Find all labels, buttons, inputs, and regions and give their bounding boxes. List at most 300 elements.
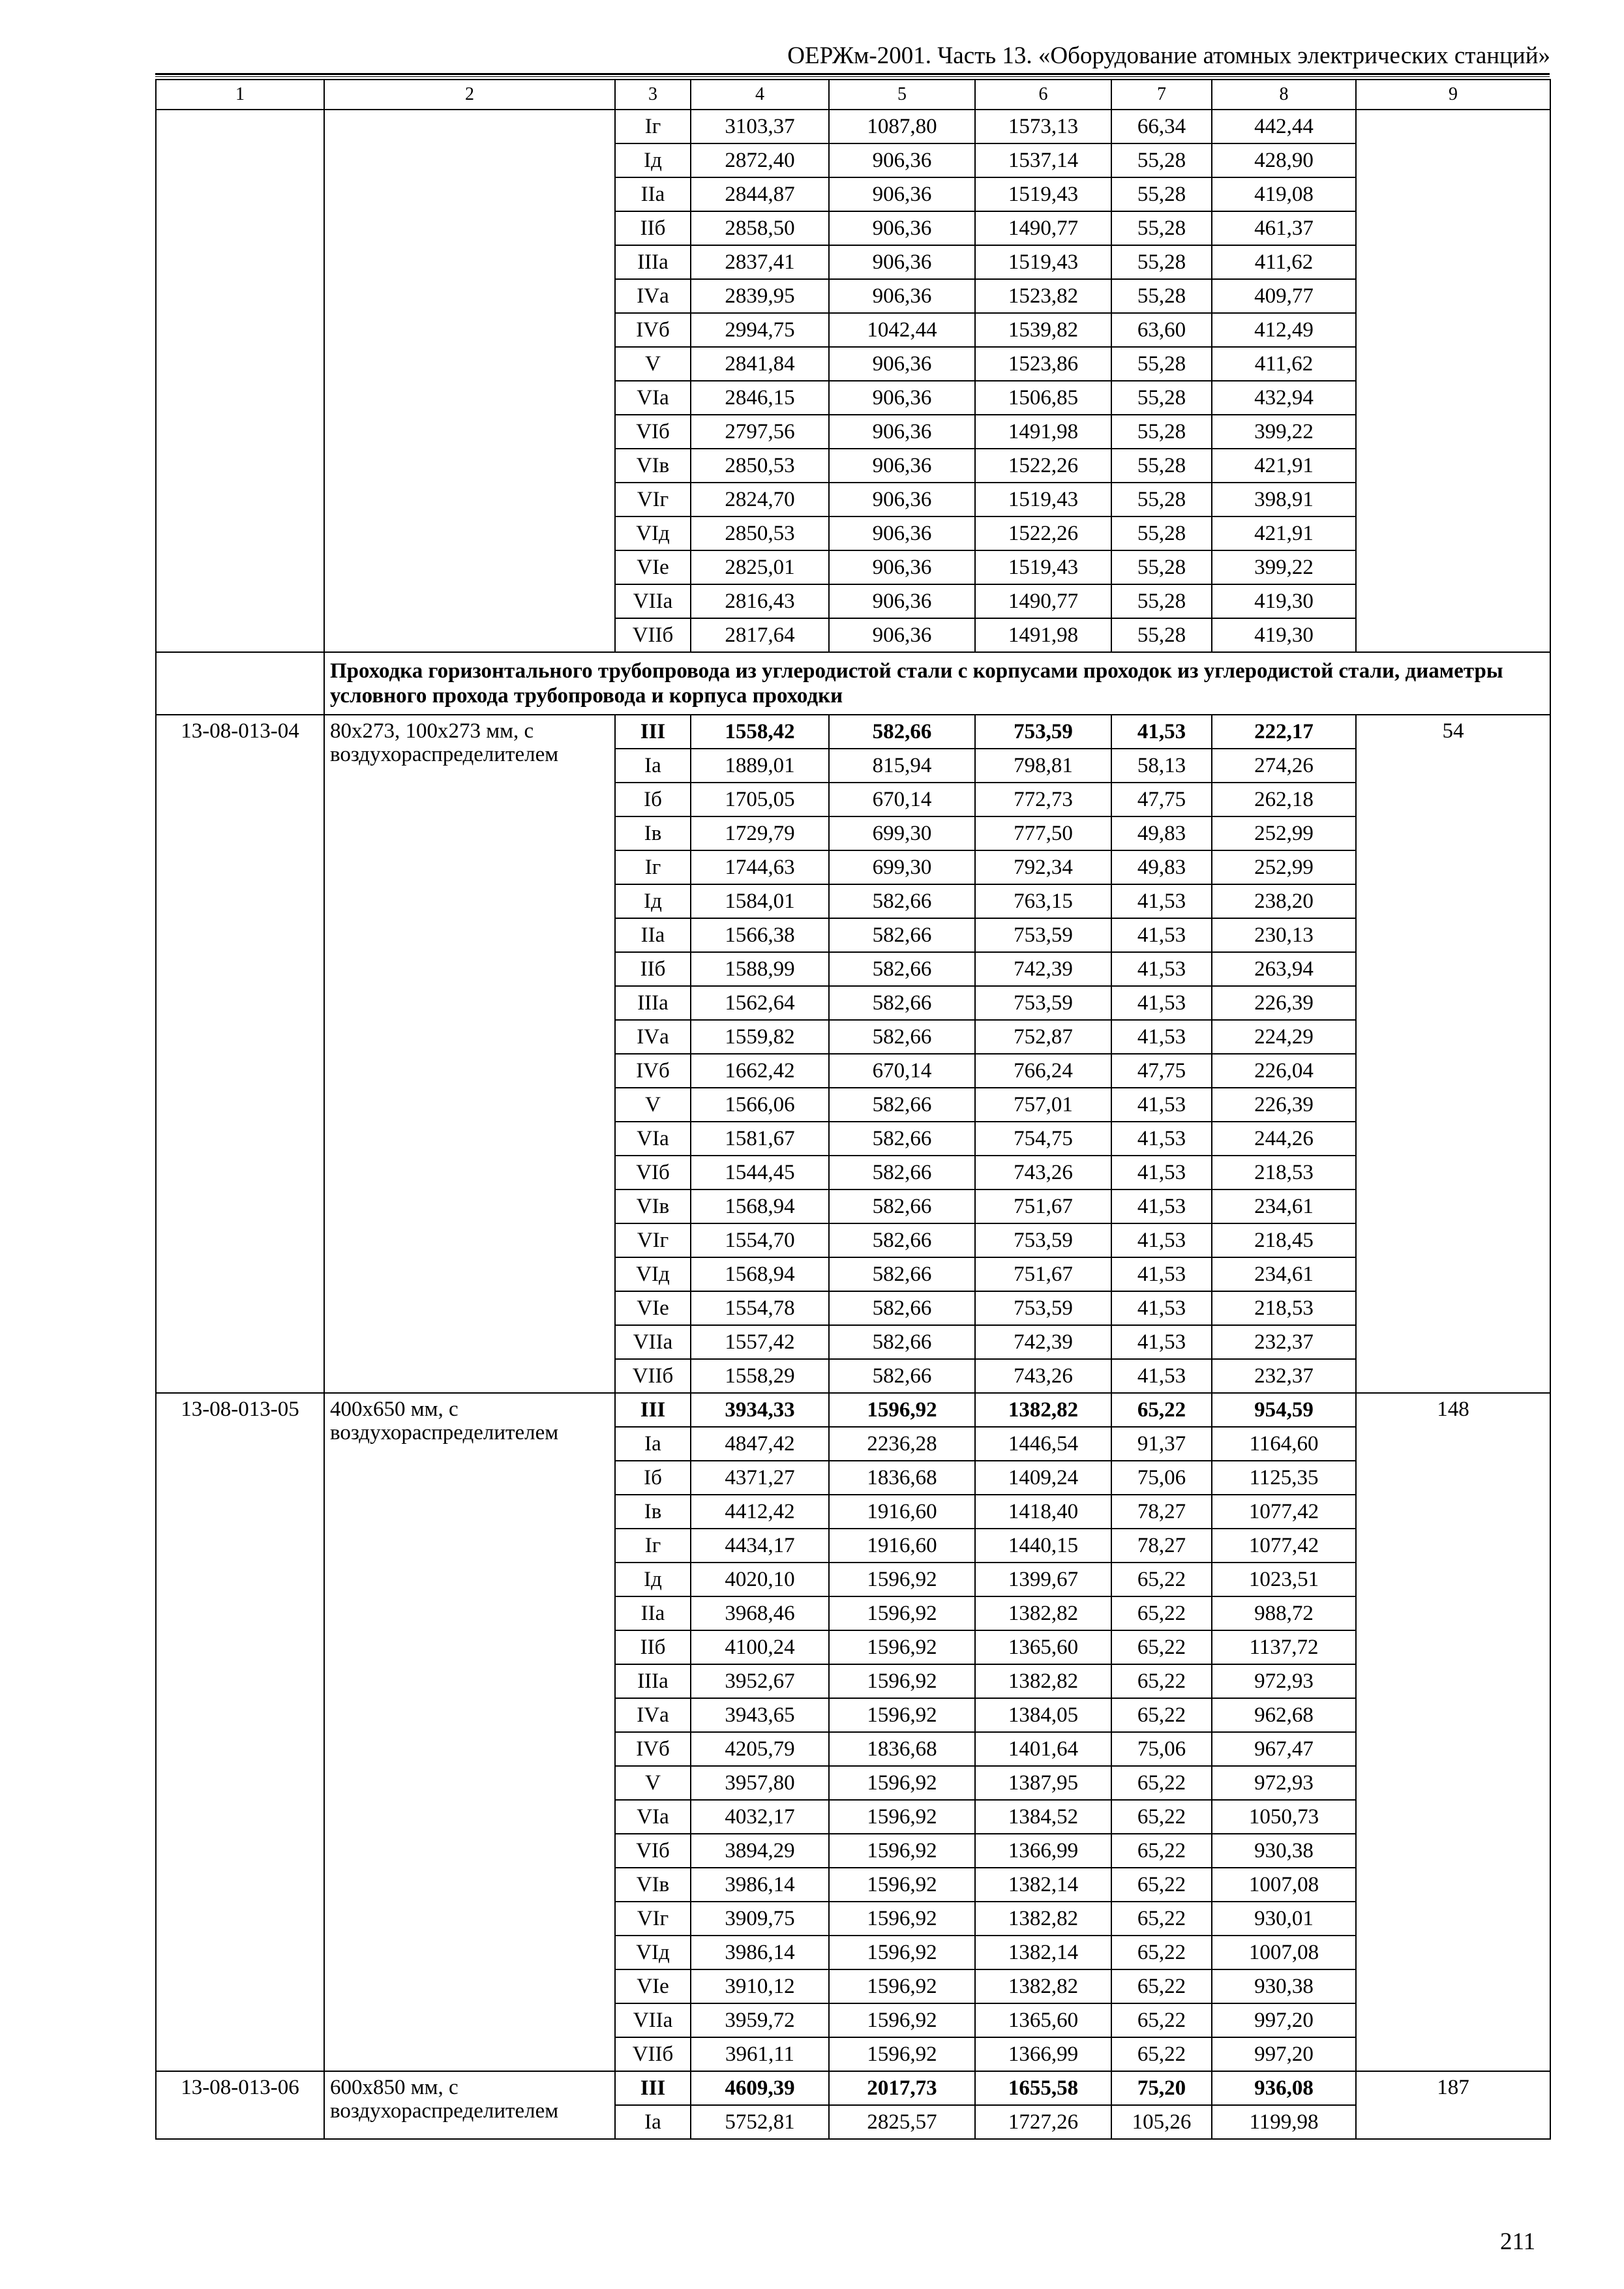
- driver-wage-cell: 63,60: [1111, 313, 1212, 347]
- labor-cost-cell: 582,66: [829, 1291, 975, 1325]
- driver-wage-cell: 75,20: [1111, 2071, 1212, 2105]
- materials-cost-cell: 399,22: [1212, 550, 1356, 584]
- zone-cell: VIа: [615, 381, 691, 415]
- materials-cost-cell: 936,08: [1212, 2071, 1356, 2105]
- driver-wage-cell: 65,22: [1111, 1630, 1212, 1664]
- total-cost-cell: 2837,41: [691, 245, 829, 279]
- driver-wage-cell: 65,22: [1111, 1698, 1212, 1732]
- labor-cost-cell: 1596,92: [829, 2003, 975, 2037]
- total-cost-cell: 3986,14: [691, 1936, 829, 1969]
- total-cost-cell: 5752,81: [691, 2105, 829, 2139]
- total-cost-cell: 2872,40: [691, 143, 829, 177]
- zone-cell: VIIа: [615, 584, 691, 618]
- zone-cell: Iб: [615, 1461, 691, 1495]
- materials-cost-cell: 252,99: [1212, 816, 1356, 850]
- column-number: 4: [691, 80, 829, 110]
- driver-wage-cell: 41,53: [1111, 1291, 1212, 1325]
- machine-cost-cell: 772,73: [975, 783, 1111, 816]
- machine-cost-cell: 1655,58: [975, 2071, 1111, 2105]
- labor-cost-cell: 906,36: [829, 584, 975, 618]
- zone-cell: IVа: [615, 1698, 691, 1732]
- machine-cost-cell: 798,81: [975, 749, 1111, 783]
- total-cost-cell: 2994,75: [691, 313, 829, 347]
- zone-cell: VIа: [615, 1122, 691, 1156]
- driver-wage-cell: 105,26: [1111, 2105, 1212, 2139]
- driver-wage-cell: 47,75: [1111, 783, 1212, 816]
- materials-cost-cell: 972,93: [1212, 1664, 1356, 1698]
- driver-wage-cell: 65,22: [1111, 1596, 1212, 1630]
- zone-cell: Iг: [615, 850, 691, 884]
- driver-wage-cell: 55,28: [1111, 483, 1212, 516]
- materials-cost-cell: 411,62: [1212, 245, 1356, 279]
- item-code: 13-08-013-04: [156, 715, 324, 1393]
- column-number: 3: [615, 80, 691, 110]
- total-cost-cell: 1584,01: [691, 884, 829, 918]
- total-cost-cell: 4609,39: [691, 2071, 829, 2105]
- labor-cost-cell: 1596,92: [829, 1834, 975, 1868]
- machine-cost-cell: 1440,15: [975, 1529, 1111, 1563]
- materials-cost-cell: 262,18: [1212, 783, 1356, 816]
- labor-cost-cell: 906,36: [829, 449, 975, 483]
- labor-cost-cell: 582,66: [829, 1223, 975, 1257]
- labor-cost-cell: 582,66: [829, 1156, 975, 1189]
- materials-cost-cell: 398,91: [1212, 483, 1356, 516]
- machine-cost-cell: 1519,43: [975, 245, 1111, 279]
- machine-cost-cell: 1382,82: [975, 1596, 1111, 1630]
- driver-wage-cell: 41,53: [1111, 1359, 1212, 1393]
- materials-cost-cell: 238,20: [1212, 884, 1356, 918]
- total-cost-cell: 4847,42: [691, 1427, 829, 1461]
- total-cost-cell: 3957,80: [691, 1766, 829, 1800]
- driver-wage-cell: 41,53: [1111, 1223, 1212, 1257]
- labor-cost-cell: 906,36: [829, 143, 975, 177]
- total-cost-cell: 2816,43: [691, 584, 829, 618]
- materials-cost-cell: 1023,51: [1212, 1563, 1356, 1596]
- driver-wage-cell: 55,28: [1111, 516, 1212, 550]
- total-cost-cell: 1557,42: [691, 1325, 829, 1359]
- driver-wage-cell: 65,22: [1111, 1800, 1212, 1834]
- zone-cell: IVб: [615, 1054, 691, 1088]
- labor-cost-cell: 906,36: [829, 483, 975, 516]
- materials-cost-cell: 226,39: [1212, 986, 1356, 1020]
- machine-cost-cell: 766,24: [975, 1054, 1111, 1088]
- labor-cost-cell: 906,36: [829, 177, 975, 211]
- materials-cost-cell: 226,39: [1212, 1088, 1356, 1122]
- materials-cost-cell: 1007,08: [1212, 1936, 1356, 1969]
- materials-cost-cell: 930,38: [1212, 1834, 1356, 1868]
- driver-wage-cell: 55,28: [1111, 143, 1212, 177]
- zone-cell: V: [615, 1088, 691, 1122]
- labor-cost-cell: 906,36: [829, 415, 975, 449]
- total-cost-cell: 1889,01: [691, 749, 829, 783]
- total-cost-cell: 3952,67: [691, 1664, 829, 1698]
- total-cost-cell: 1566,38: [691, 918, 829, 952]
- section-title: Проходка горизонтального трубопровода из углеродистой стали с корпусами проходок из углеродистой стали, диаметры условного прохода трубопровода и корпуса проходки: [324, 652, 1550, 715]
- total-cost-cell: 2858,50: [691, 211, 829, 245]
- driver-wage-cell: 65,22: [1111, 1664, 1212, 1698]
- labor-cost-cell: 906,36: [829, 618, 975, 652]
- driver-wage-cell: 78,27: [1111, 1529, 1212, 1563]
- machine-cost-cell: 1522,26: [975, 449, 1111, 483]
- zone-cell: IIIа: [615, 1664, 691, 1698]
- driver-wage-cell: 58,13: [1111, 749, 1212, 783]
- driver-wage-cell: 41,53: [1111, 1122, 1212, 1156]
- labor-cost-cell: 906,36: [829, 245, 975, 279]
- zone-cell: IIа: [615, 177, 691, 211]
- driver-wage-cell: 65,22: [1111, 1969, 1212, 2003]
- driver-wage-cell: 55,28: [1111, 584, 1212, 618]
- materials-cost-cell: 988,72: [1212, 1596, 1356, 1630]
- zone-cell: VIIа: [615, 2003, 691, 2037]
- total-cost-cell: 3909,75: [691, 1902, 829, 1936]
- labor-cost-cell: 582,66: [829, 1189, 975, 1223]
- zone-cell: VIIб: [615, 1359, 691, 1393]
- description-cell: [324, 110, 615, 652]
- total-cost-cell: 2846,15: [691, 381, 829, 415]
- driver-wage-cell: 55,28: [1111, 245, 1212, 279]
- machine-cost-cell: 1382,82: [975, 1393, 1111, 1427]
- machine-cost-cell: 1506,85: [975, 381, 1111, 415]
- total-cost-cell: 2824,70: [691, 483, 829, 516]
- materials-cost-cell: 1077,42: [1212, 1495, 1356, 1529]
- total-cost-cell: 1558,29: [691, 1359, 829, 1393]
- labor-cost-cell: 582,66: [829, 1325, 975, 1359]
- driver-wage-cell: 47,75: [1111, 1054, 1212, 1088]
- machine-cost-cell: 1573,13: [975, 110, 1111, 143]
- materials-cost-cell: 432,94: [1212, 381, 1356, 415]
- labor-cost-cell: 582,66: [829, 884, 975, 918]
- labor-cost-cell: 1087,80: [829, 110, 975, 143]
- materials-cost-cell: 274,26: [1212, 749, 1356, 783]
- total-cost-cell: 3986,14: [691, 1868, 829, 1902]
- materials-cost-cell: 419,30: [1212, 584, 1356, 618]
- total-cost-cell: 4434,17: [691, 1529, 829, 1563]
- driver-wage-cell: 55,28: [1111, 415, 1212, 449]
- machine-cost-cell: 1446,54: [975, 1427, 1111, 1461]
- zone-cell: Iг: [615, 110, 691, 143]
- materials-cost-cell: 263,94: [1212, 952, 1356, 986]
- machine-cost-cell: 1382,14: [975, 1868, 1111, 1902]
- total-cost-cell: 1554,78: [691, 1291, 829, 1325]
- driver-wage-cell: 65,22: [1111, 1868, 1212, 1902]
- driver-wage-cell: 75,06: [1111, 1732, 1212, 1766]
- zone-cell: VIе: [615, 550, 691, 584]
- zone-cell: VIг: [615, 1902, 691, 1936]
- materials-cost-cell: 1077,42: [1212, 1529, 1356, 1563]
- machine-cost-cell: 753,59: [975, 1291, 1111, 1325]
- zone-cell: Iб: [615, 783, 691, 816]
- machine-cost-cell: 1382,82: [975, 1902, 1111, 1936]
- total-cost-cell: 4020,10: [691, 1563, 829, 1596]
- total-cost-cell: 1744,63: [691, 850, 829, 884]
- materials-cost-cell: 412,49: [1212, 313, 1356, 347]
- driver-wage-cell: 41,53: [1111, 986, 1212, 1020]
- total-cost-cell: 1662,42: [691, 1054, 829, 1088]
- machine-cost-cell: 1418,40: [975, 1495, 1111, 1529]
- machine-cost-cell: 792,34: [975, 850, 1111, 884]
- zone-cell: Iа: [615, 2105, 691, 2139]
- materials-cost-cell: 962,68: [1212, 1698, 1356, 1732]
- machine-cost-cell: 1519,43: [975, 483, 1111, 516]
- zone-cell: VIд: [615, 516, 691, 550]
- zone-cell: VIIб: [615, 2037, 691, 2071]
- total-cost-cell: 3934,33: [691, 1393, 829, 1427]
- zone-cell: VIе: [615, 1291, 691, 1325]
- table-row: [156, 715, 1550, 749]
- materials-cost-cell: 967,47: [1212, 1732, 1356, 1766]
- total-cost-cell: 2825,01: [691, 550, 829, 584]
- machine-cost-cell: 1409,24: [975, 1461, 1111, 1495]
- column-number: 7: [1111, 80, 1212, 110]
- item-description: 400x650 мм, с воздухораспределителем: [324, 1393, 615, 2071]
- machine-cost-cell: 1382,14: [975, 1936, 1111, 1969]
- total-cost-cell: 1562,64: [691, 986, 829, 1020]
- labor-cost-cell: 582,66: [829, 952, 975, 986]
- machine-cost-cell: 753,59: [975, 715, 1111, 749]
- labor-cost-cell: 699,30: [829, 850, 975, 884]
- machine-cost-cell: 1382,82: [975, 1664, 1111, 1698]
- machine-cost-cell: 743,26: [975, 1156, 1111, 1189]
- labor-cost-cell: 1596,92: [829, 1969, 975, 2003]
- column-number-row: [156, 80, 1550, 110]
- machine-cost-cell: 1519,43: [975, 177, 1111, 211]
- materials-cost-cell: 954,59: [1212, 1393, 1356, 1427]
- materials-cost-cell: 930,38: [1212, 1969, 1356, 2003]
- materials-cost-cell: 1125,35: [1212, 1461, 1356, 1495]
- materials-cost-cell: 218,53: [1212, 1156, 1356, 1189]
- materials-cost-cell: 419,30: [1212, 618, 1356, 652]
- zone-cell: VIв: [615, 1868, 691, 1902]
- total-cost-cell: 2844,87: [691, 177, 829, 211]
- total-cost-cell: 3968,46: [691, 1596, 829, 1630]
- machine-cost-cell: 751,67: [975, 1257, 1111, 1291]
- materials-cost-cell: 461,37: [1212, 211, 1356, 245]
- materials-cost-cell: 421,91: [1212, 516, 1356, 550]
- total-cost-cell: 4205,79: [691, 1732, 829, 1766]
- zone-cell: VIа: [615, 1800, 691, 1834]
- item-description: 80x273, 100x273 мм, с воздухораспределителем: [324, 715, 615, 1393]
- driver-wage-cell: 65,22: [1111, 1393, 1212, 1427]
- labor-cost-cell: 699,30: [829, 816, 975, 850]
- materials-cost-cell: 252,99: [1212, 850, 1356, 884]
- machine-cost-cell: 754,75: [975, 1122, 1111, 1156]
- zone-cell: Iа: [615, 749, 691, 783]
- labor-cost-cell: 582,66: [829, 986, 975, 1020]
- item-code: 13-08-013-05: [156, 1393, 324, 2071]
- zone-cell: Iа: [615, 1427, 691, 1461]
- total-cost-cell: 2817,64: [691, 618, 829, 652]
- page-number: 211: [1500, 2228, 1536, 2255]
- total-cost-cell: 3894,29: [691, 1834, 829, 1868]
- machine-cost-cell: 752,87: [975, 1020, 1111, 1054]
- materials-cost-cell: 419,08: [1212, 177, 1356, 211]
- labor-cost-cell: 1596,92: [829, 1936, 975, 1969]
- column-number: 9: [1356, 80, 1550, 110]
- total-cost-cell: 2841,84: [691, 347, 829, 381]
- driver-wage-cell: 55,28: [1111, 211, 1212, 245]
- machine-cost-cell: 1539,82: [975, 313, 1111, 347]
- machine-cost-cell: 1401,64: [975, 1732, 1111, 1766]
- zone-cell: III: [615, 2071, 691, 2105]
- labor-cost-cell: 670,14: [829, 783, 975, 816]
- total-cost-cell: 4371,27: [691, 1461, 829, 1495]
- zone-cell: IIа: [615, 1596, 691, 1630]
- zone-cell: IIб: [615, 211, 691, 245]
- labor-cost-cell: 582,66: [829, 1359, 975, 1393]
- zone-cell: IVб: [615, 313, 691, 347]
- machine-cost-cell: 1366,99: [975, 2037, 1111, 2071]
- machine-cost-cell: 743,26: [975, 1359, 1111, 1393]
- zone-cell: Iв: [615, 1495, 691, 1529]
- materials-cost-cell: 930,01: [1212, 1902, 1356, 1936]
- labor-cost-cell: 1596,92: [829, 1766, 975, 1800]
- driver-wage-cell: 66,34: [1111, 110, 1212, 143]
- materials-cost-cell: 1199,98: [1212, 2105, 1356, 2139]
- machine-cost-cell: 1522,26: [975, 516, 1111, 550]
- labor-cost-cell: 1596,92: [829, 1868, 975, 1902]
- driver-wage-cell: 41,53: [1111, 1088, 1212, 1122]
- labor-cost-cell: 582,66: [829, 715, 975, 749]
- total-cost-cell: 1568,94: [691, 1189, 829, 1223]
- total-cost-cell: 1588,99: [691, 952, 829, 986]
- labor-cost-cell: 906,36: [829, 381, 975, 415]
- materials-cost-cell: 232,37: [1212, 1359, 1356, 1393]
- labor-cost-cell: 582,66: [829, 1020, 975, 1054]
- column-number: 5: [829, 80, 975, 110]
- total-cost-cell: 1581,67: [691, 1122, 829, 1156]
- labor-cost-cell: 906,36: [829, 211, 975, 245]
- materials-cost-cell: 230,13: [1212, 918, 1356, 952]
- table-row: [156, 1393, 1550, 1427]
- labor-cost-cell: 906,36: [829, 550, 975, 584]
- driver-wage-cell: 41,53: [1111, 715, 1212, 749]
- machine-cost-cell: 751,67: [975, 1189, 1111, 1223]
- driver-wage-cell: 41,53: [1111, 1020, 1212, 1054]
- machine-cost-cell: 1491,98: [975, 415, 1111, 449]
- driver-wage-cell: 55,28: [1111, 279, 1212, 313]
- zone-cell: Iг: [615, 1529, 691, 1563]
- materials-cost-cell: 409,77: [1212, 279, 1356, 313]
- total-cost-cell: 2850,53: [691, 516, 829, 550]
- machine-cost-cell: 742,39: [975, 952, 1111, 986]
- code-cell: [156, 110, 324, 652]
- materials-cost-cell: 218,53: [1212, 1291, 1356, 1325]
- driver-wage-cell: 55,28: [1111, 177, 1212, 211]
- labor-cost-cell: 1596,92: [829, 1630, 975, 1664]
- materials-cost-cell: 411,62: [1212, 347, 1356, 381]
- labor-cost-cell: 582,66: [829, 918, 975, 952]
- labor-cost-cell: 1596,92: [829, 2037, 975, 2071]
- labor-cost-cell: 1042,44: [829, 313, 975, 347]
- zone-cell: VIг: [615, 483, 691, 516]
- item-count: 187: [1356, 2071, 1550, 2139]
- item-description: 600x850 мм, с воздухораспределителем: [324, 2071, 615, 2139]
- labor-cost-cell: 1596,92: [829, 1902, 975, 1936]
- materials-cost-cell: 1007,08: [1212, 1868, 1356, 1902]
- zone-cell: VIб: [615, 415, 691, 449]
- machine-cost-cell: 1519,43: [975, 550, 1111, 584]
- machine-cost-cell: 742,39: [975, 1325, 1111, 1359]
- driver-wage-cell: 55,28: [1111, 381, 1212, 415]
- machine-cost-cell: 1387,95: [975, 1766, 1111, 1800]
- machine-cost-cell: 1365,60: [975, 2003, 1111, 2037]
- zone-cell: IVа: [615, 279, 691, 313]
- driver-wage-cell: 65,22: [1111, 1766, 1212, 1800]
- column-number: 2: [324, 80, 615, 110]
- materials-cost-cell: 232,37: [1212, 1325, 1356, 1359]
- labor-cost-cell: 2825,57: [829, 2105, 975, 2139]
- driver-wage-cell: 55,28: [1111, 550, 1212, 584]
- materials-cost-cell: 1050,73: [1212, 1800, 1356, 1834]
- total-cost-cell: 3961,11: [691, 2037, 829, 2071]
- labor-cost-cell: 582,66: [829, 1088, 975, 1122]
- total-cost-cell: 2850,53: [691, 449, 829, 483]
- labor-cost-cell: 1596,92: [829, 1563, 975, 1596]
- zone-cell: Iд: [615, 884, 691, 918]
- item-code: 13-08-013-06: [156, 2071, 324, 2139]
- machine-cost-cell: 1366,99: [975, 1834, 1111, 1868]
- labor-cost-cell: 906,36: [829, 516, 975, 550]
- machine-cost-cell: 1523,82: [975, 279, 1111, 313]
- driver-wage-cell: 41,53: [1111, 884, 1212, 918]
- driver-wage-cell: 41,53: [1111, 1257, 1212, 1291]
- materials-cost-cell: 222,17: [1212, 715, 1356, 749]
- total-cost-cell: 3943,65: [691, 1698, 829, 1732]
- zone-cell: IIб: [615, 952, 691, 986]
- labor-cost-cell: 670,14: [829, 1054, 975, 1088]
- materials-cost-cell: 1164,60: [1212, 1427, 1356, 1461]
- header-rule-thin: [155, 76, 1550, 77]
- machine-cost-cell: 1490,77: [975, 211, 1111, 245]
- item-count: 148: [1356, 1393, 1550, 2071]
- materials-cost-cell: 997,20: [1212, 2037, 1356, 2071]
- labor-cost-cell: 1596,92: [829, 1800, 975, 1834]
- total-cost-cell: 1705,05: [691, 783, 829, 816]
- labor-cost-cell: 906,36: [829, 279, 975, 313]
- total-cost-cell: 1558,42: [691, 715, 829, 749]
- driver-wage-cell: 55,28: [1111, 618, 1212, 652]
- machine-cost-cell: 1384,05: [975, 1698, 1111, 1732]
- materials-cost-cell: 972,93: [1212, 1766, 1356, 1800]
- labor-cost-cell: 582,66: [829, 1122, 975, 1156]
- materials-cost-cell: 234,61: [1212, 1189, 1356, 1223]
- materials-cost-cell: 234,61: [1212, 1257, 1356, 1291]
- machine-cost-cell: 1537,14: [975, 143, 1111, 177]
- driver-wage-cell: 65,22: [1111, 1834, 1212, 1868]
- machine-cost-cell: 753,59: [975, 986, 1111, 1020]
- materials-cost-cell: 244,26: [1212, 1122, 1356, 1156]
- machine-cost-cell: 757,01: [975, 1088, 1111, 1122]
- zone-cell: VIб: [615, 1156, 691, 1189]
- driver-wage-cell: 55,28: [1111, 347, 1212, 381]
- zone-cell: Iд: [615, 1563, 691, 1596]
- zone-cell: III: [615, 715, 691, 749]
- total-cost-cell: 1554,70: [691, 1223, 829, 1257]
- rates-table: [155, 79, 1551, 2140]
- driver-wage-cell: 41,53: [1111, 1325, 1212, 1359]
- driver-wage-cell: 41,53: [1111, 952, 1212, 986]
- item-count: 54: [1356, 715, 1550, 1393]
- driver-wage-cell: 49,83: [1111, 816, 1212, 850]
- total-cost-cell: 3959,72: [691, 2003, 829, 2037]
- machine-cost-cell: 1365,60: [975, 1630, 1111, 1664]
- materials-cost-cell: 421,91: [1212, 449, 1356, 483]
- driver-wage-cell: 91,37: [1111, 1427, 1212, 1461]
- total-cost-cell: 1568,94: [691, 1257, 829, 1291]
- total-cost-cell: 4412,42: [691, 1495, 829, 1529]
- machine-cost-cell: 1523,86: [975, 347, 1111, 381]
- count-cell: [1356, 110, 1550, 652]
